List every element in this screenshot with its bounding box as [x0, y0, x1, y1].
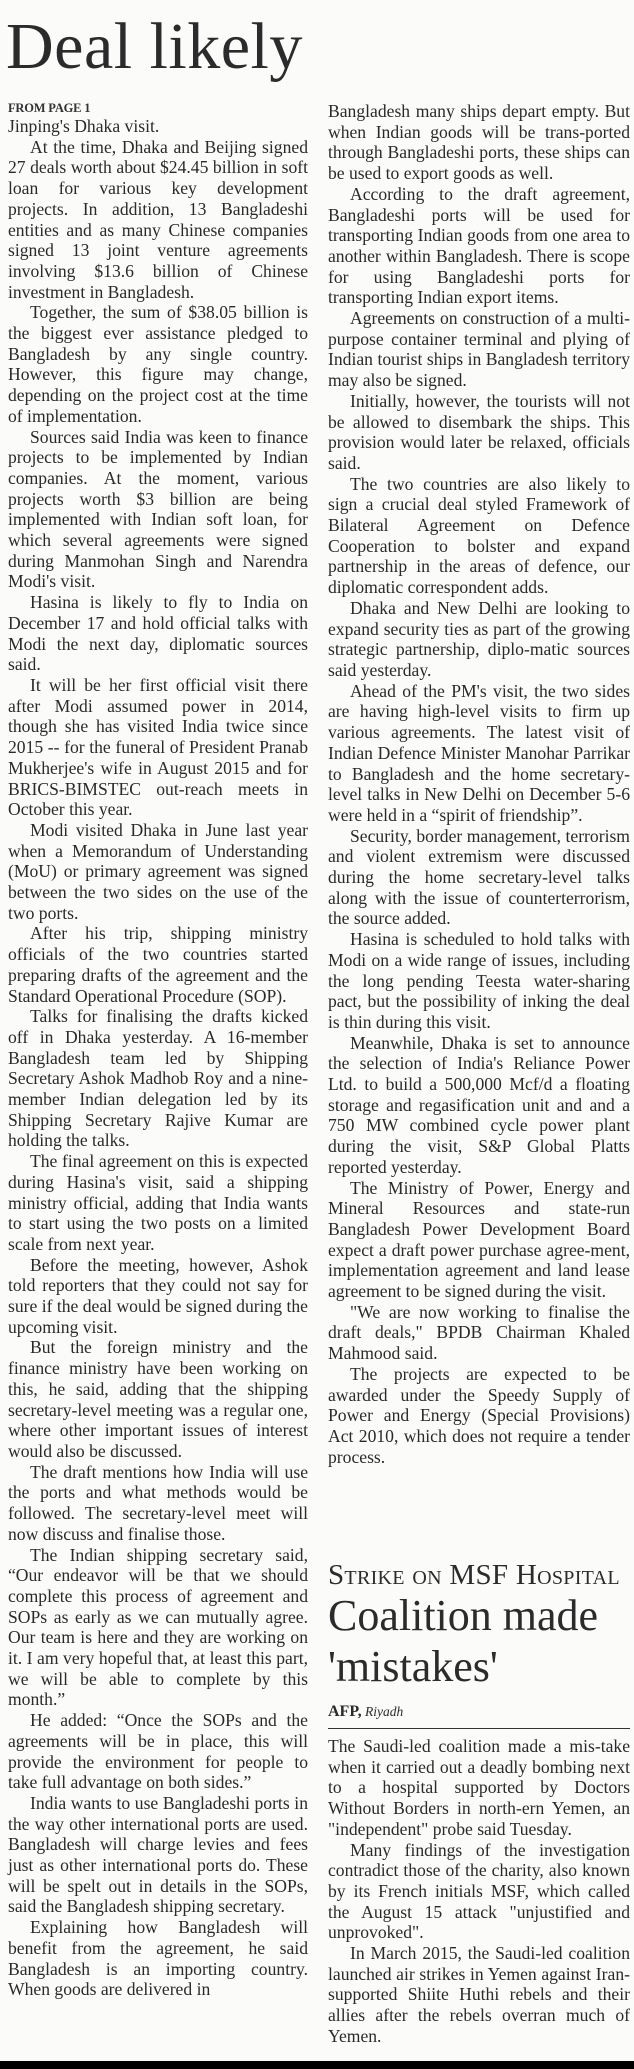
left-column-body [8, 116, 308, 2000]
article-paragraph: Together, the sum of $38.05 billion is the biggest ever assistance pledged to Bangladesh by any single country. However, this figure may change, depending on the project cost at the time of implementation. [8, 302, 308, 426]
left-column [8, 101, 308, 2000]
article-paragraph: "We are now working to finalise the draft deals," BPDB Chairman Khaled Mahmood said. [328, 1301, 630, 1364]
article-paragraph: Talks for finalising the drafts kicked off in Dhaka yesterday. A 16-member Bangladesh team led by Shipping Secretary Ashok Madhob Roy and a nine-member Indian delegation led by its Shipping Secretary Rajive Kumar are holding the talks. [8, 1006, 308, 1151]
article-paragraph: He added: “Once the SOPs and the agreements will be in place, this will provide the environment for people to take full advantage on both sides.” [8, 1710, 308, 1793]
article-paragraph: The Ministry of Power, Energy and Mineral Resources and state-run Bangladesh Power Development Board expect a draft power purchase agree-ment, implementation agreement and land lease agreement to be signed during the visit. [328, 1177, 630, 1302]
main-headline: Deal likely [6, 10, 303, 83]
article-paragraph: Initially, however, the tourists will not be allowed to disembark the ships. This provision would later be relaxed, officials said. [328, 390, 630, 473]
article-paragraph: The projects are expected to be awarded under the Speedy Supply of Power and Energy (Special Provisions) Act 2010, which does not require a tender process. [328, 1363, 630, 1467]
article-paragraph: The final agreement on this is expected during Hasina's visit, said a shipping ministry official, adding that India wants to start using the two posts on a limited scale from next year. [8, 1151, 308, 1254]
byline-place: Riyadh [365, 1704, 404, 1719]
article-paragraph: The Saudi-led coalition made a mis-take when it carried out a deadly bombing next to a hospital supported by Doctors Without Borders in north-ern Yemen, an "independent" probe said Tuesday. [328, 1736, 630, 1839]
second-story-kicker: Strike on MSF Hospital [328, 1559, 620, 1591]
article-paragraph: Sources said India was keen to finance projects to be implemented by Indian companies. At the moment, various projects worth $3 billion are being implemented with Indian soft loan, for which several agreements were signed during Manmohan Singh and Narendra Modi's visit. [8, 426, 308, 592]
article-paragraph: At the time, Dhaka and Beijing signed 27 deals worth about $24.45 billion in soft loan for various key development projects. In addition, 13 Bangladeshi entities and as many Chinese companies signed 13 joint venture agreements involving $13.6 billion of Chinese investment in Bangladesh. [8, 136, 308, 302]
article-paragraph: The Indian shipping secretary said, “Our endeavor will be that we should complete this process of agreement and SOPs as early as we can mutually agree. Our team is here and they are working on it. I am very hopeful that, at least this part, we will be able to complete by this month.” [8, 1544, 308, 1710]
second-story-headline: Coalition made 'mistakes' [328, 1591, 599, 1691]
article-paragraph: Jinping's Dhaka visit. [8, 116, 160, 136]
article-paragraph: Meanwhile, Dhaka is set to announce the selection of India's Reliance Power Ltd. to build a 500,000 Mcf/d a floating storage and regasification unit and and a 750 MW combined cycle power plant during the visit, S&P Global Platts reported yesterday. [328, 1032, 630, 1177]
second-story [328, 1560, 630, 2047]
article-paragraph: The two countries are also likely to sign a crucial deal styled Framework of Bilateral Agreement on Defence Cooperation to bolster and expand partnership in the areas of defence, our diplomatic correspondent adds. [328, 473, 630, 598]
article-paragraph: According to the draft agreement, Bangladeshi ports will be used for transporting Indian goods from one area to another within Bangladesh. There is scope for using Bangladeshi ports for transporting Indian export items. [328, 183, 630, 308]
article-paragraph: India wants to use Bangladeshi ports in the way other international ports are used. Bangladesh will charge levies and fees just as other international ports do. These will be spelt out in details in the SOPs, said the Bangladesh shipping secretary. [8, 1792, 308, 1917]
article-paragraph: The draft mentions how India will use the ports and what methods would be followed. The secretary-level meet will now discuss and finalise those. [8, 1461, 308, 1544]
article-paragraph: Dhaka and New Delhi are looking to expand security ties as part of the growing strategic partnership, diplo-matic sources said yesterday. [328, 597, 630, 680]
page-bottom-edge [0, 2061, 634, 2069]
byline-agency: AFP, [328, 1703, 362, 1720]
jump-label: FROM PAGE 1 [8, 101, 91, 115]
article-paragraph: In March 2015, the Saudi-led coalition launched air strikes in Yemen against Iran-supported Shiite Huthi rebels and their allies after the rebels overran much of Yemen. [328, 1943, 630, 2046]
article-paragraph: Explaining how Bangladesh will benefit from the agreement, he said Bangladesh is an importing country. When goods are delivered in [8, 1917, 308, 2000]
article-paragraph: Bangladesh many ships depart empty. But when Indian goods will be trans-ported through Bangladeshi ports, these ships can be used to export goods as well. [328, 101, 630, 184]
right-column-body [328, 101, 630, 1467]
article-paragraph: Many findings of the investigation contradict those of the charity, also known by its French initials MSF, which called the August 15 attack "unjustified and unprovoked". [328, 1839, 630, 1943]
article-paragraph: Security, border management, terrorism and violent extremism were discussed during the home secretary-level talks along with the issue of counterterrorism, the source added. [328, 825, 630, 929]
article-paragraph: After his trip, shipping ministry officials of the two countries started preparing drafts of the agreement and the Standard Operational Procedure (SOP). [8, 923, 308, 1006]
byline [328, 1702, 630, 1729]
second-story-body [328, 1736, 630, 2047]
article-paragraph: Modi visited Dhaka in June last year when a Memorandum of Understanding (MoU) or primary agreement was signed between the two sides on the use of the two ports. [8, 819, 308, 923]
article-paragraph: Hasina is scheduled to hold talks with Modi on a wide range of issues, including the long pending Teesta water-sharing pact, but the possibility of inking the deal is thin during this visit. [328, 929, 630, 1032]
right-column [328, 101, 630, 1467]
article-paragraph: Agreements on construction of a multi-purpose container terminal and plying of Indian tourist ships in Bangladesh territory may also be signed. [328, 308, 630, 391]
article-paragraph: But the foreign ministry and the finance ministry have been working on this, he said, adding that the shipping secretary-level meeting was a regular one, where other important issues of interest would also be discussed. [8, 1337, 308, 1461]
article-paragraph: Ahead of the PM's visit, the two sides are having high-level visits to firm up various agreements. The latest visit of Indian Defence Minister Manohar Parrikar to Bangladesh and the home secretary-level talks in New Delhi on December 5-6 were held in a “spirit of friendship”. [328, 680, 630, 825]
article-paragraph: Before the meeting, however, Ashok told reporters that they could not say for sure if the deal would be signed during the upcoming visit. [8, 1254, 308, 1337]
article-paragraph: Hasina is likely to fly to India on December 17 and hold official talks with Modi the next day, diplomatic sources said. [8, 592, 308, 675]
article-paragraph: It will be her first official visit there after Modi assumed power in 2014, though she has visited India twice since 2015 -- for the funeral of President Pranab Mukherjee's wife in August 2015 and for BRICS-BIMSTEC out-reach meets in October this year. [8, 674, 308, 820]
